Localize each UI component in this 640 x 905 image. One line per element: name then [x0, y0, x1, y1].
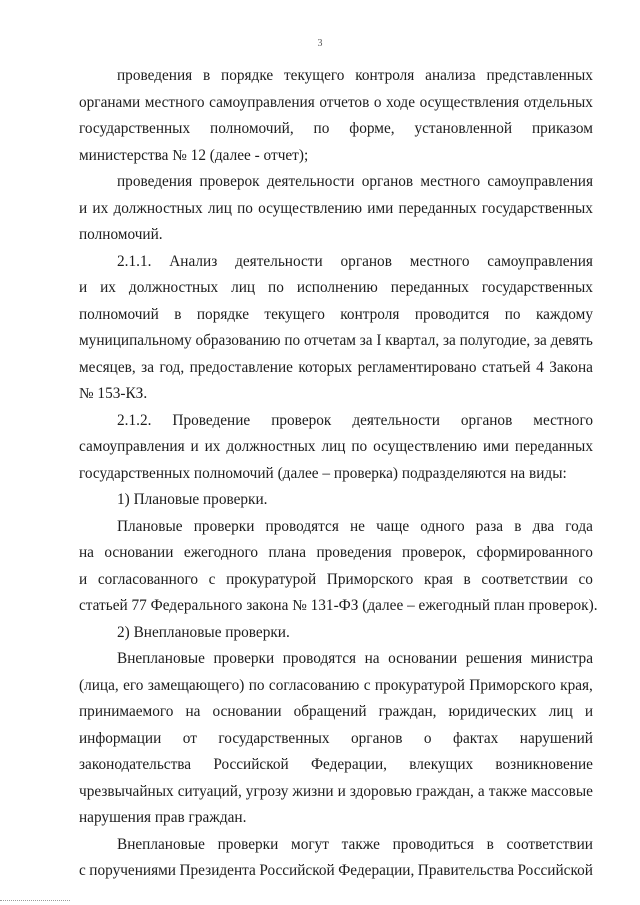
word: самоуправления: [79, 438, 185, 455]
word: ими: [367, 199, 394, 217]
text-line: [117, 648, 593, 670]
word: 4: [536, 358, 544, 376]
word: министра: [530, 650, 593, 667]
text-line: [79, 701, 593, 723]
word: согласованного: [97, 570, 199, 588]
word: прокуратурой: [374, 676, 465, 694]
word: I: [376, 332, 382, 349]
word: могут: [291, 835, 329, 853]
word: юридических: [448, 703, 537, 720]
word: массовые: [531, 782, 593, 800]
word: проводится: [414, 305, 490, 323]
word: края,: [560, 676, 593, 694]
text-line: [79, 542, 593, 564]
word: информации: [79, 729, 162, 747]
text-line: [79, 675, 593, 697]
word: чаще: [376, 517, 410, 535]
word: Российской: [213, 756, 289, 773]
word: проводятся: [265, 517, 339, 535]
word: по: [248, 676, 265, 694]
word: государственных: [481, 199, 593, 217]
text-line: нарушения прав граждан.: [79, 809, 247, 826]
text-line: № 153-КЗ.: [79, 385, 148, 402]
word: Внеплановые: [117, 835, 205, 853]
word: в: [514, 517, 522, 535]
word: фактах: [453, 729, 499, 747]
text-line: [79, 198, 593, 220]
word: текущего: [264, 305, 325, 323]
word: переданных: [398, 199, 477, 217]
word: по: [268, 279, 284, 296]
word: ежегодного: [183, 544, 259, 561]
word: со: [578, 570, 593, 588]
word: деятельности: [235, 252, 323, 270]
word: проведения: [117, 173, 193, 190]
word: основании: [388, 650, 458, 667]
word: возникновение: [495, 756, 593, 773]
word: отчетам: [303, 332, 356, 349]
word: Анализ: [169, 252, 218, 270]
text-line: [79, 118, 593, 140]
word: принимаемого: [79, 703, 174, 720]
word: ситуаций,: [177, 782, 242, 800]
word: переданных: [514, 438, 593, 455]
word: самоуправления: [487, 173, 593, 190]
word: девять: [550, 332, 593, 349]
word: по: [284, 332, 301, 349]
word: местного: [533, 411, 593, 429]
word: Президента: [179, 862, 256, 879]
word: основании: [212, 703, 282, 720]
word: на: [185, 703, 201, 720]
word: их: [100, 279, 116, 296]
word: и: [337, 782, 346, 800]
word: решения: [465, 650, 523, 667]
word: органов: [460, 411, 513, 429]
word: контроля: [340, 305, 400, 323]
text-line: [79, 277, 593, 299]
word: за: [442, 332, 456, 349]
word: лиц: [207, 199, 232, 217]
word: лиц: [231, 279, 256, 296]
word: органами: [79, 93, 141, 111]
word: 2.1.2.: [117, 411, 152, 429]
word: ходе: [386, 93, 415, 111]
word: Федерации,: [310, 756, 388, 773]
text-line: [117, 171, 593, 193]
word: порядке: [196, 305, 250, 323]
word: установленной: [414, 120, 513, 137]
word: за: [359, 332, 373, 349]
word: согласованию: [268, 676, 360, 694]
word: о: [423, 729, 432, 747]
word: квартал,: [385, 332, 440, 349]
word: соответствии: [506, 835, 593, 853]
word: соответствии: [481, 570, 568, 588]
word: плана: [268, 544, 307, 561]
word: проверок: [199, 173, 260, 190]
word: жизни: [292, 782, 334, 800]
text-line: 1) Плановые проверки.: [117, 491, 268, 508]
word: с: [363, 676, 371, 694]
word: их: [204, 438, 221, 455]
word: деятельности: [352, 411, 440, 429]
text-line: 2) Внеплановые проверки.: [117, 623, 290, 641]
word: с: [208, 570, 216, 588]
word: местного: [420, 173, 481, 190]
text-line: [117, 834, 593, 856]
word: два: [532, 517, 555, 535]
word: переданных: [390, 279, 469, 296]
word: его: [123, 676, 144, 694]
word: лиц: [321, 438, 346, 455]
word: статьей: [481, 358, 531, 376]
word: с: [79, 862, 86, 879]
word: осуществления: [419, 93, 520, 111]
text-line: [117, 251, 593, 273]
text-line: [79, 569, 593, 591]
word: по: [351, 438, 368, 455]
word: в: [202, 67, 211, 84]
word: на: [79, 544, 94, 561]
word: должностных: [128, 279, 219, 296]
word: законодательства: [79, 756, 192, 773]
word: основании: [104, 544, 174, 561]
word: граждан,: [378, 703, 437, 720]
text-line: государственных полномочий (далее – проверка) подразделяются на виды:: [79, 464, 567, 482]
word: лиц: [548, 703, 573, 720]
word: предоставление: [189, 358, 293, 376]
word: порядке: [221, 67, 274, 84]
word: обращений: [293, 703, 367, 720]
word: граждан,: [416, 782, 474, 800]
word: края: [423, 570, 453, 588]
word: и: [79, 570, 88, 588]
text-line: полномочий.: [79, 226, 163, 243]
word: проверок,: [402, 544, 467, 561]
word: органов: [340, 252, 392, 270]
word: а: [477, 782, 485, 800]
word: анализа: [425, 67, 476, 84]
word: текущего: [283, 67, 345, 84]
word: (лица,: [79, 676, 119, 694]
word: по: [504, 305, 521, 323]
word: года: [565, 517, 593, 535]
word: по: [313, 120, 330, 137]
word: Российской: [259, 862, 335, 879]
word: Закона: [549, 358, 593, 376]
scan-edge-mark: [0, 900, 70, 901]
word: государственных: [79, 120, 191, 137]
text-line: [117, 410, 593, 432]
word: Плановые: [117, 517, 183, 535]
word: и: [584, 703, 593, 720]
text-line: министерства № 12 (далее - отчет);: [79, 146, 309, 164]
word: приказом: [531, 120, 593, 137]
word: государственных: [481, 279, 593, 296]
word: здоровью: [349, 782, 412, 800]
word: органов: [351, 729, 403, 747]
word: за: [141, 358, 154, 376]
word: и: [190, 438, 199, 455]
word: в: [463, 570, 471, 588]
word: Внеплановые: [117, 650, 205, 667]
word: в: [486, 835, 494, 853]
word: проведения: [117, 67, 193, 84]
text-line: [79, 728, 593, 750]
word: проверки: [193, 517, 255, 535]
text-line: [117, 516, 593, 538]
word: замещающего): [147, 676, 245, 694]
word: регламентировано: [357, 358, 477, 376]
word: за: [533, 332, 547, 349]
word: месяцев,: [79, 358, 136, 376]
text-line: [79, 754, 593, 776]
word: год,: [159, 358, 185, 376]
text-line: [79, 330, 593, 352]
word: в: [174, 305, 182, 323]
word: чрезвычайных: [79, 782, 174, 800]
word: контроля: [355, 67, 415, 84]
text-line: [79, 860, 593, 882]
text-line: [79, 304, 593, 326]
word: на: [364, 650, 380, 667]
word: одного: [420, 517, 465, 535]
word: Приморского: [326, 570, 414, 588]
word: Правительства: [417, 862, 515, 879]
word: должностных: [113, 199, 203, 217]
word: деятельности: [266, 173, 355, 190]
word: полугодие,: [459, 332, 531, 349]
word: местного: [409, 252, 470, 270]
word: ими: [482, 438, 509, 455]
word: влекущих: [409, 756, 474, 773]
word: сформированного: [476, 544, 593, 561]
word: отдельных: [523, 93, 593, 111]
word: форме,: [349, 120, 395, 137]
word: осуществлению: [373, 438, 478, 455]
word: самоуправления: [209, 93, 315, 111]
word: Проведение: [172, 411, 251, 429]
word: проводятся: [282, 650, 357, 667]
word: угрозу: [245, 782, 289, 800]
text-line: [79, 357, 593, 379]
text-line: [79, 781, 593, 803]
word: их: [92, 199, 109, 217]
text-line: [79, 436, 593, 458]
word: осуществлению: [258, 199, 363, 217]
word: и: [79, 199, 88, 217]
word: самоуправления: [487, 252, 593, 270]
word: проверки: [213, 650, 275, 667]
word: которых: [298, 358, 353, 376]
word: прокуратурой: [226, 570, 317, 588]
word: исполнению: [296, 279, 378, 296]
text-line: [79, 92, 593, 114]
word: каждому: [535, 305, 593, 323]
word: и: [79, 279, 88, 296]
word: проверок: [271, 411, 332, 429]
word: проводиться: [392, 835, 474, 853]
word: проведения: [316, 544, 392, 561]
text-line: статьей 77 Федерального закона № 131-ФЗ (далее – ежегодный план проверок).: [79, 597, 598, 614]
word: также: [341, 835, 380, 853]
word: также: [488, 782, 527, 800]
word: полномочий: [79, 305, 159, 323]
word: поручениями: [89, 862, 176, 879]
word: отчетов: [319, 93, 370, 111]
word: Приморского: [469, 676, 556, 694]
word: не: [350, 517, 365, 535]
word: органов: [361, 173, 414, 190]
text-line: [117, 65, 593, 87]
word: 2.1.1.: [117, 252, 152, 270]
word: полномочий,: [210, 120, 294, 137]
word: проверки: [217, 835, 279, 853]
word: Российской: [517, 862, 593, 879]
word: нарушений: [519, 729, 593, 747]
word: местного: [144, 93, 205, 111]
word: о: [373, 93, 382, 111]
word: Федерации,: [338, 862, 415, 879]
word: должностных: [226, 438, 316, 455]
word: раза: [475, 517, 504, 535]
word: муниципальному: [79, 332, 192, 349]
page-number: 3: [317, 38, 323, 49]
word: представленных: [486, 67, 593, 84]
word: от: [182, 729, 197, 747]
word: по: [237, 199, 253, 217]
word: образованию: [195, 332, 281, 349]
word: государственных: [218, 729, 330, 747]
